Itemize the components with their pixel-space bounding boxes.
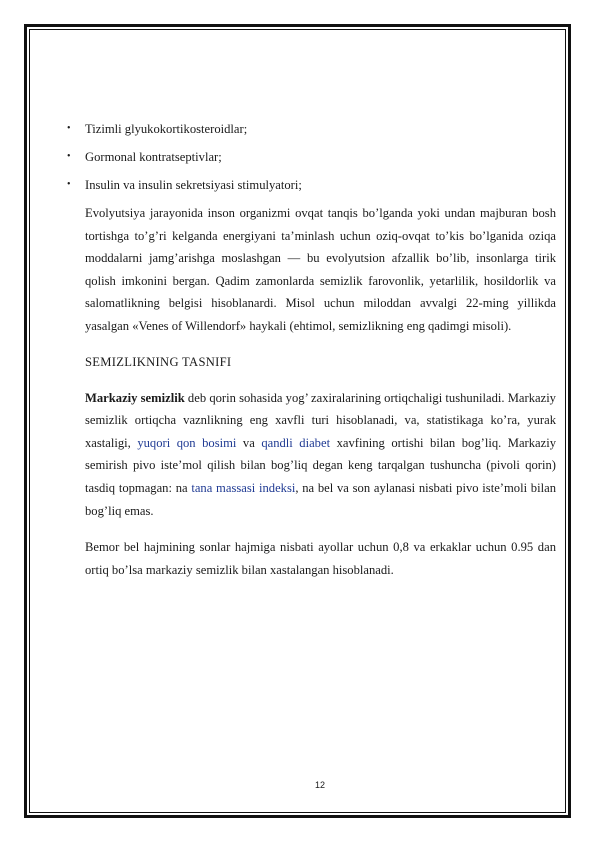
document-body [65, 118, 556, 581]
paragraph-text: xavfining ortishi bilan bog’liq. Markaziy semirish pivo iste’mol qilish bilan bog’liq degan keng tarqalgan tushuncha (pivoli qorin) tasdiq topmagan: na [85, 435, 557, 495]
paragraph-waist-hip-ratio: Bemor bel hajmining sonlar hajmiga nisbati ayollar uchun 0,8 va erkaklar uchun 0.95 dan ortiq bo’lsa markaziy semizlik bilan xastalangan hisoblanadi. [85, 540, 556, 577]
list-item [65, 118, 556, 146]
paragraph-central-obesity [85, 387, 556, 523]
list-item [65, 174, 556, 202]
link-high-blood-pressure[interactable]: yuqori qon bosimi [137, 435, 237, 450]
term-central-obesity: Markaziy semizlik [85, 390, 185, 405]
bullet-icon: • [67, 151, 71, 162]
bullet-icon: • [67, 179, 71, 190]
page-number: 12 [314, 780, 325, 790]
bullet-icon: • [67, 123, 71, 134]
paragraph-text: , na bel va son aylanasi nisbati pivo iste’moli bilan bog’liq emas. [85, 480, 556, 518]
section-heading: SEMIZLIKNING TASNIFI [85, 354, 232, 369]
list-item-text: Gormonal kontratseptivlar; [85, 150, 222, 164]
paragraph-text: deb qorin sohasida yog’ zaxiralarining ortiqchaligi tushuniladi. Markaziy semizlik ortiqcha vaznlikning eng xavfli turi hisoblanadi, va, statistikaga ko’ra, yurak xastaligi, [85, 390, 556, 450]
link-body-mass-index[interactable]: tana massasi indeksi [191, 480, 296, 495]
list-item-text: Insulin va insulin sekretsiyasi stimulyatori; [85, 178, 302, 192]
paragraph-evolution: Evolyutsiya jarayonida inson organizmi ovqat tanqis bo’lganda yoki undan majburan bosh tortishga to’g’ri kelganda energiyani ta’minlash uchun oziq-ovqat to’kis bo’lganida oziqa moddalarni jamg’arishga moslashgan — bu evolyutsion afzallik bo’lib, insonlarga tirik qolish imkonini bergan. Qadim zamonlarda semizlik farovonlik, yetarlilik, hosildorlik va salomatlikning belgisi hisoblanardi. Misol uchun miloddan avvalgi 22-ming yillikda yasalgan «Venes of Willendorf» haykali (ehtimol, semizlikning eng qadimgi misoli). [85, 206, 556, 333]
list-item-text: Tizimli glyukokortikosteroidlar; [85, 122, 248, 136]
paragraph-text: va [236, 435, 262, 450]
list-item [65, 146, 556, 174]
link-diabetes[interactable]: qandli diabet [261, 435, 331, 450]
bullet-list [65, 118, 556, 202]
